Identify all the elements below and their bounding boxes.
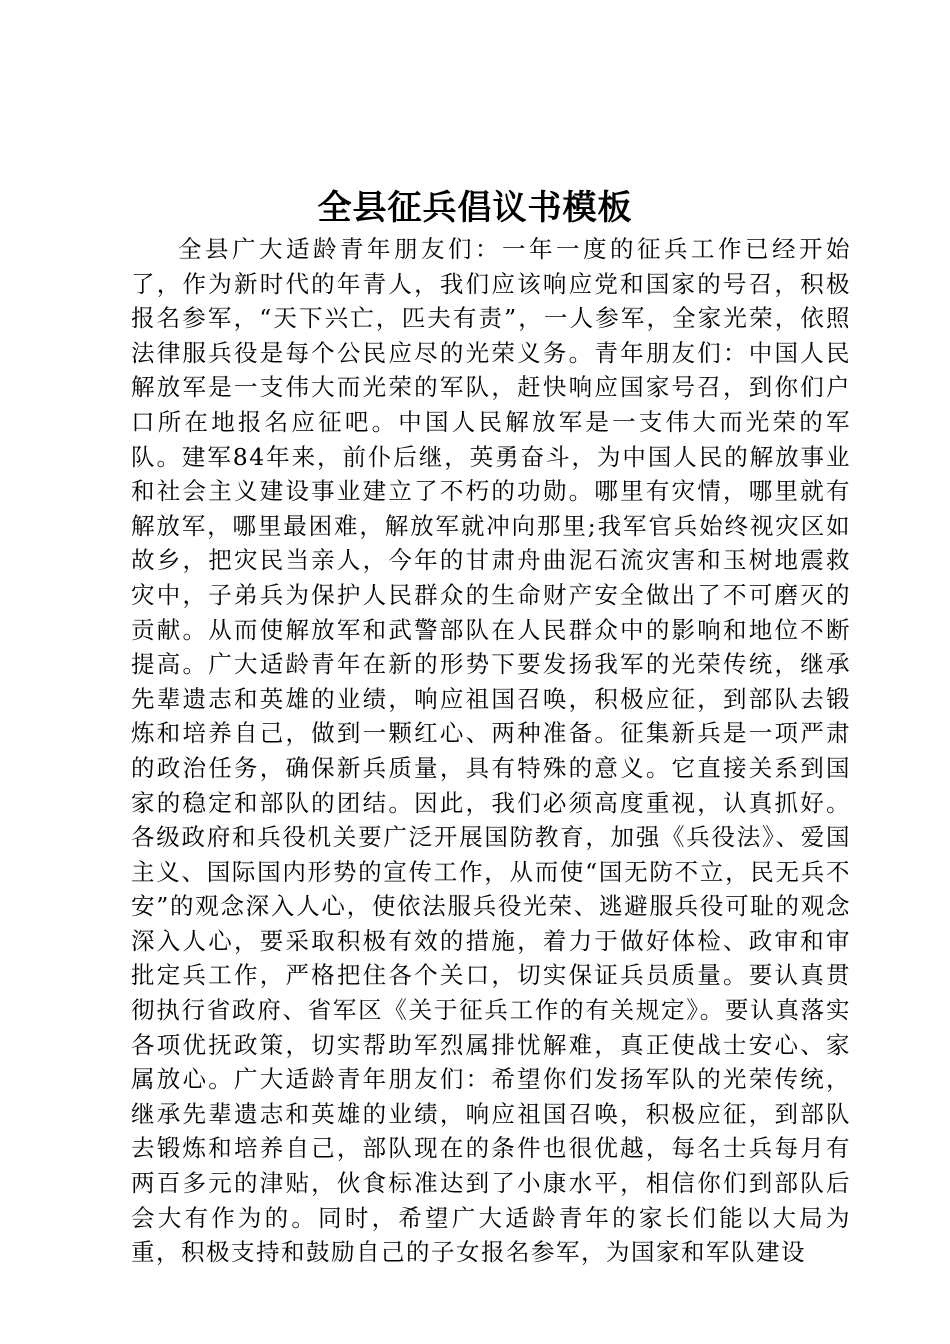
document-body-paragraph: 全县广大适龄青年朋友们：一年一度的征兵工作已经开始了，作为新时代的年青人，我们应该响应党和国家的号召，积极报名参军，“天下兴亡，匹夫有责”，一人参军，全家光荣，依照法律服兵役是每个公民应尽的光荣义务。青年朋友们：中国人民解放军是一支伟大而光荣的军队，赶快响应国家号召，到你们户口所在地报名应征吧。中国人民解放军是一支伟大而光荣的军队。建军84年来，前仆后继，英勇奋斗，为中国人民的解放事业和社会主义建设事业建立了不朽的功勋。哪里有灾情，哪里就有解放军，哪里最困难，解放军就冲向那里;我军官兵始终视灾区如故乡，把灾民当亲人，今年的甘肃舟曲泥石流灾害和玉树地震救灾中，子弟兵为保护人民群众的生命财产安全做出了不可磨灭的贡献。从而使解放军和武警部队在人民群众中的影响和地位不断提高。广大适龄青年在新的形势下要发扬我军的光荣传统，继承先辈遗志和英雄的业绩，响应祖国召唤，积极应征，到部队去锻炼和培养自己，做到一颗红心、两种准备。征集新兵是一项严肃的政治任务，确保新兵质量，具有特殊的意义。它直接关系到国家的稳定和部队的团结。因此，我们必须高度重视，认真抓好。各级政府和兵役机关要广泛开展国防教育，加强《兵役法》、爱国主义、国际国内形势的宣传工作，从而使“国无防不立，民无兵不安”的观念深入人心，使依法服兵役光荣、逃避服兵役可耻的观念深入人心，要采取积极有效的措施，着力于做好体检、政审和审批定兵工作，严格把住各个关口，切实保证兵员质量。要认真贯彻执行省政府、省军区《关于征兵工作的有关规定》。要认真落实各项优抚政策，切实帮助军烈属排忧解难，真正使战士安心、家属放心。广大适龄青年朋友们：希望你们发扬军队的光荣传统，继承先辈遗志和英雄的业绩，响应祖国召唤，积极应征，到部队去锻炼和培养自己，部队现在的条件也很优越，每名士兵每月有两百多元的津贴，伙食标准达到了小康水平，相信你们到部队后会大有作为的。同时，希望广大适龄青年的家长们能以大局为重，积极支持和鼓励自己的子女报名参军，为国家和军队建设 bbox=[131, 235, 851, 1267]
document-title: 全县征兵倡议书模板 bbox=[317, 188, 633, 228]
